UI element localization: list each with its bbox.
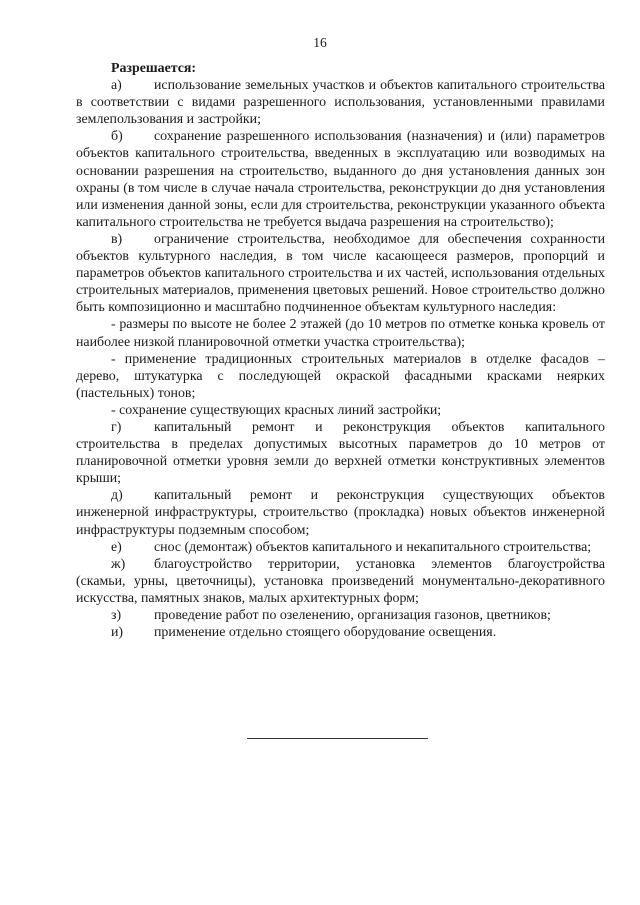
item-letter: е) [111, 539, 122, 555]
list-item [76, 556, 605, 607]
list-item [76, 607, 605, 624]
item-text: сохранение разрешенного использования (назначения) и (или) параметров объектов капитального строительства, введенных в эксплуатацию или возводимых на основании разрешения на строительство, выданного до дня установления данных зон охраны (в том числе в случае начала строительства, реконструкции до дня установления или изменения данной зоны, если для строительства, реконструкции указанного объекта капитального строительства не требуется выдача разрешения на строительство); [76, 129, 605, 230]
item-letter: з) [111, 608, 122, 623]
closing-rule [247, 738, 428, 739]
sub-item: - применение традиционных строительных материалов в отделке фасадов – дерево, штукатурка с последующей окраской фасадными красками неярких (пастельных) тонов; [76, 351, 605, 401]
document-body [76, 60, 605, 641]
item-text: использование земельных участков и объектов капитального строительства в соответствии с видами разрешенного использования, установленными правилами землепользования и застройки; [76, 78, 605, 128]
section-heading: Разрешается: [111, 61, 197, 76]
sub-item: - сохранение существующих красных линий застройки; [111, 402, 442, 418]
item-text: благоустройство территории, установка элементов благоустройства (скамьи, урны, цветочницы), установка произведений монументально-декоративного искусства, памятных знаков, малых архитектурных форм; [76, 556, 605, 606]
item-text: капитальный ремонт и реконструкция объектов капитального строительства в пределах допустимых высотных параметров до 10 метров от планировочной отметки уровня земли до верхней отметки конструктивных элементов крыши; [76, 419, 605, 487]
list-item [76, 419, 605, 487]
list-item [76, 487, 605, 538]
page-number: 16 [313, 35, 327, 50]
list-item [76, 539, 605, 556]
list-item [76, 128, 605, 231]
item-letter: д) [111, 488, 123, 504]
item-text: применение отдельно стоящего оборудование освещения. [154, 625, 497, 641]
sub-item: - размеры по высоте не более 2 этажей (до 10 метров по отметке конька кровель от наиболее низкой планировочной отметки участка строительства); [76, 317, 605, 350]
item-letter: в) [111, 231, 123, 247]
item-letter: а) [111, 78, 122, 94]
item-letter: ж) [111, 556, 126, 572]
list-item [76, 231, 605, 316]
list-item [76, 77, 605, 128]
item-text: проведение работ по озеленению, организация газонов, цветников; [154, 608, 551, 623]
list-item [76, 624, 605, 641]
item-text: снос (демонтаж) объектов капитального и некапитального строительства; [154, 539, 592, 555]
item-text: ограничение строительства, необходимое для обеспечения сохранности объектов культурного наследия, в том числе касающееся размеров, пропорций и параметров объектов капитального строительства и их частей, использования отдельных строительных материалов, применения цветовых решений. Новое строительство должно быть композиционно и масштабно подчиненное объектам культурного наследия: [76, 231, 605, 316]
item-text: капитальный ремонт и реконструкция существующих объектов инженерной инфраструктуры, строительство (прокладка) новых объектов инженерной инфраструктуры подземным способом; [76, 488, 605, 538]
item-letter: г) [111, 419, 122, 435]
item-letter: и) [111, 625, 124, 641]
item-letter: б) [111, 129, 123, 145]
